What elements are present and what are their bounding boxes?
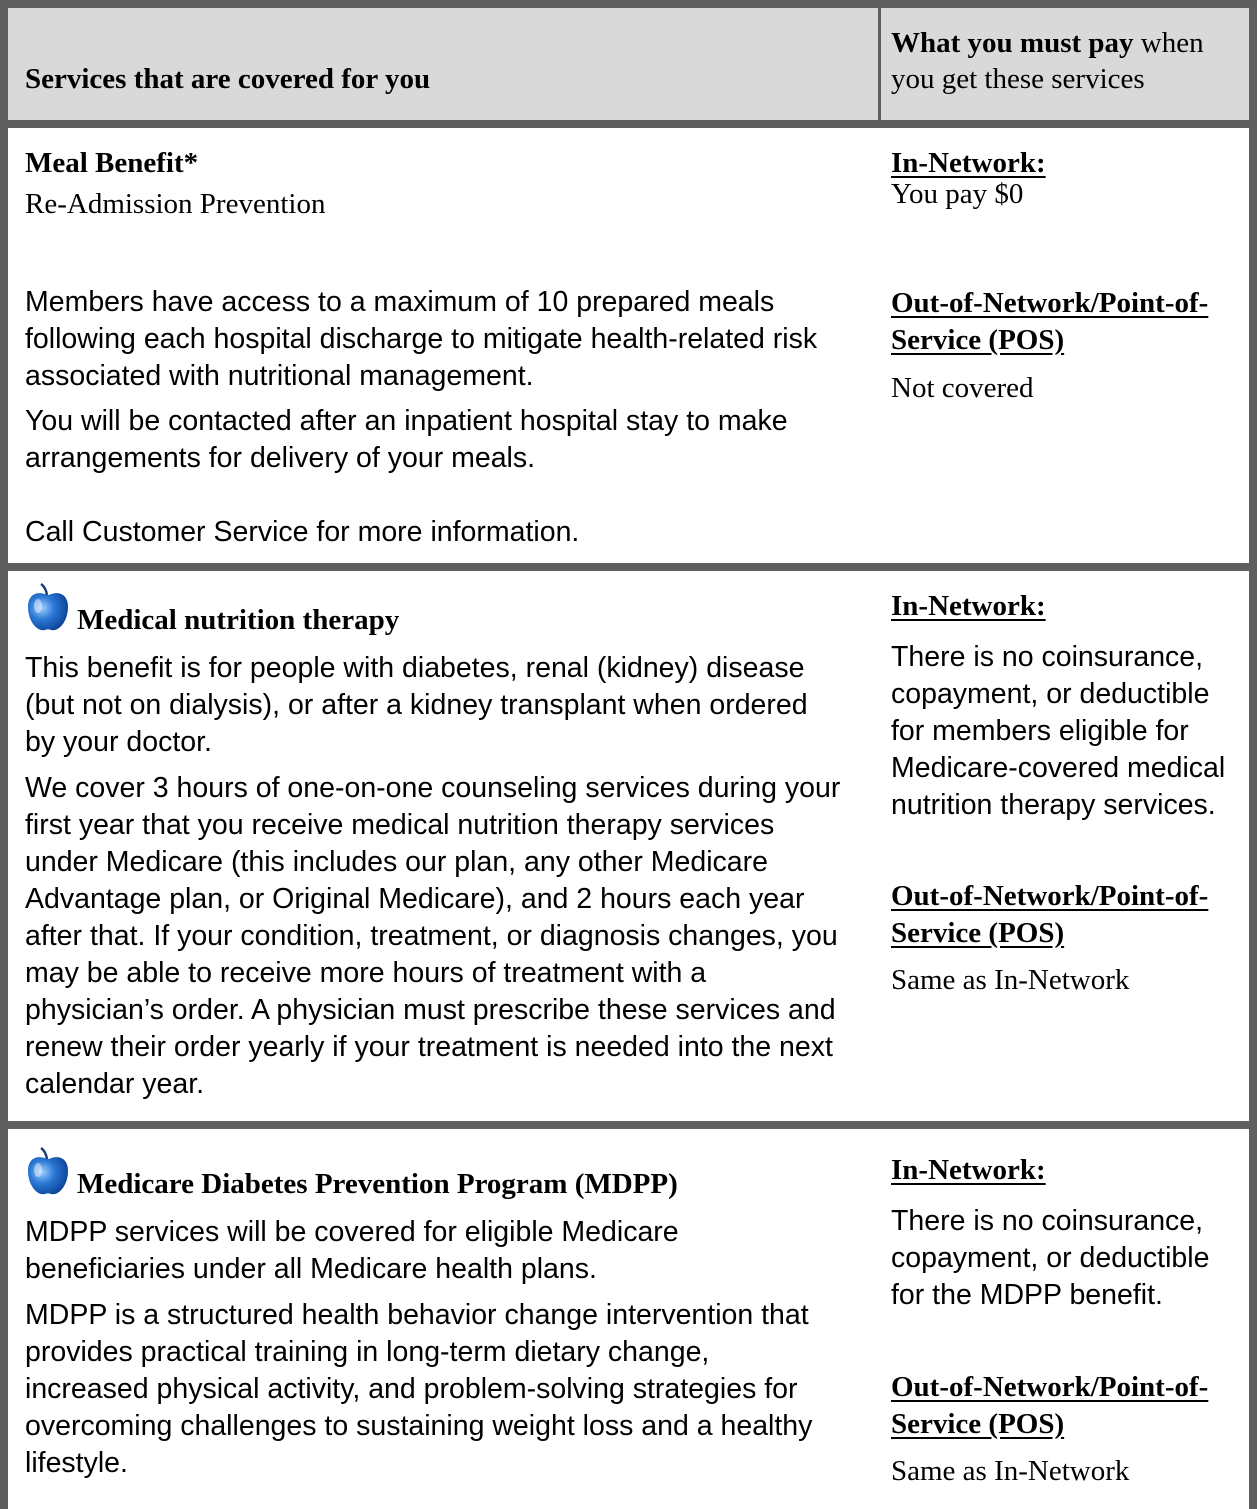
body-line: arrangements for delivery of your meals. bbox=[25, 442, 536, 474]
apple-icon bbox=[25, 583, 71, 633]
body-line: increased physical activity, and problem-solving strategies for bbox=[25, 1373, 798, 1405]
in-network-cost: There is no coinsurance, bbox=[891, 1205, 1204, 1237]
body-line: first year that you receive medical nutrition therapy services bbox=[25, 809, 775, 841]
in-network-cost: You pay $0 bbox=[891, 178, 1024, 210]
in-network-label: In-Network: bbox=[891, 1154, 1046, 1186]
header-services-covered: Services that are covered for you bbox=[25, 63, 431, 95]
row-title: Medicare Diabetes Prevention Program (MDPP) bbox=[77, 1168, 678, 1200]
body-line: may be able to receive more hours of treatment with a bbox=[25, 957, 707, 989]
apple-icon bbox=[25, 1147, 71, 1197]
in-network-label: In-Network: bbox=[891, 590, 1046, 622]
body-line: Call Customer Service for more information. bbox=[25, 516, 580, 548]
in-network-cost: for members eligible for bbox=[891, 715, 1189, 747]
header-what-you-pay-line2: you get these services bbox=[891, 63, 1145, 95]
header-divider bbox=[878, 8, 881, 120]
body-line: associated with nutritional management. bbox=[25, 360, 534, 392]
body-line: This benefit is for people with diabetes, renal (kidney) disease bbox=[25, 652, 805, 684]
body-line: overcoming challenges to sustaining weight loss and a healthy bbox=[25, 1410, 813, 1442]
header-what-you-pay-bold: What you must pay bbox=[891, 27, 1134, 59]
body-line: MDPP services will be covered for eligible Medicare bbox=[25, 1216, 679, 1248]
body-line: renew their order yearly if your treatment is needed into the next bbox=[25, 1031, 833, 1063]
body-line: after that. If your condition, treatment, or diagnosis changes, you bbox=[25, 920, 838, 952]
row-divider bbox=[0, 563, 1257, 571]
in-network-label: In-Network: bbox=[891, 147, 1046, 179]
body-line: beneficiaries under all Medicare health plans. bbox=[25, 1253, 597, 1285]
body-line: by your doctor. bbox=[25, 726, 212, 758]
out-of-network-label: Out-of-Network/Point-of- bbox=[891, 1371, 1209, 1403]
out-of-network-label: Service (POS) bbox=[891, 324, 1065, 356]
body-line: physician’s order. A physician must prescribe these services and bbox=[25, 994, 836, 1026]
out-of-network-label: Service (POS) bbox=[891, 1408, 1065, 1440]
in-network-cost: nutrition therapy services. bbox=[891, 789, 1216, 821]
in-network-cost: for the MDPP benefit. bbox=[891, 1279, 1163, 1311]
out-of-network-label: Out-of-Network/Point-of- bbox=[891, 287, 1209, 319]
header-what-you-pay-rest: when bbox=[1133, 27, 1204, 59]
table-right-border bbox=[1249, 0, 1257, 1509]
body-line: You will be contacted after an inpatient hospital stay to make bbox=[25, 405, 788, 437]
in-network-cost: copayment, or deductible bbox=[891, 678, 1210, 710]
table-top-border bbox=[0, 0, 1257, 8]
row-title: Meal Benefit* bbox=[25, 147, 199, 179]
row-divider bbox=[0, 1121, 1257, 1129]
body-line: under Medicare (this includes our plan, any other Medicare bbox=[25, 846, 768, 878]
row-divider bbox=[0, 120, 1257, 128]
out-of-network-cost: Not covered bbox=[891, 372, 1034, 404]
body-line: lifestyle. bbox=[25, 1447, 128, 1479]
body-line: (but not on dialysis), or after a kidney transplant when ordered bbox=[25, 689, 808, 721]
out-of-network-cost: Same as In-Network bbox=[891, 1455, 1130, 1487]
table-left-border bbox=[0, 0, 8, 1509]
row-title: Medical nutrition therapy bbox=[77, 604, 400, 636]
row-subtitle: Re-Admission Prevention bbox=[25, 188, 326, 220]
body-line: calendar year. bbox=[25, 1068, 205, 1100]
in-network-cost: Medicare-covered medical bbox=[891, 752, 1226, 784]
body-line: provides practical training in long-term dietary change, bbox=[25, 1336, 710, 1368]
body-line: Members have access to a maximum of 10 prepared meals bbox=[25, 286, 775, 318]
header-what-you-pay bbox=[891, 25, 1204, 62]
out-of-network-label: Service (POS) bbox=[891, 917, 1065, 949]
body-line: Advantage plan, or Original Medicare), and 2 hours each year bbox=[25, 883, 805, 915]
out-of-network-cost: Same as In-Network bbox=[891, 964, 1130, 996]
in-network-cost: copayment, or deductible bbox=[891, 1242, 1210, 1274]
body-line: We cover 3 hours of one-on-one counseling services during your bbox=[25, 772, 841, 804]
body-line: following each hospital discharge to mitigate health-related risk bbox=[25, 323, 818, 355]
out-of-network-label: Out-of-Network/Point-of- bbox=[891, 880, 1209, 912]
in-network-cost: There is no coinsurance, bbox=[891, 641, 1204, 673]
body-line: MDPP is a structured health behavior change intervention that bbox=[25, 1299, 809, 1331]
